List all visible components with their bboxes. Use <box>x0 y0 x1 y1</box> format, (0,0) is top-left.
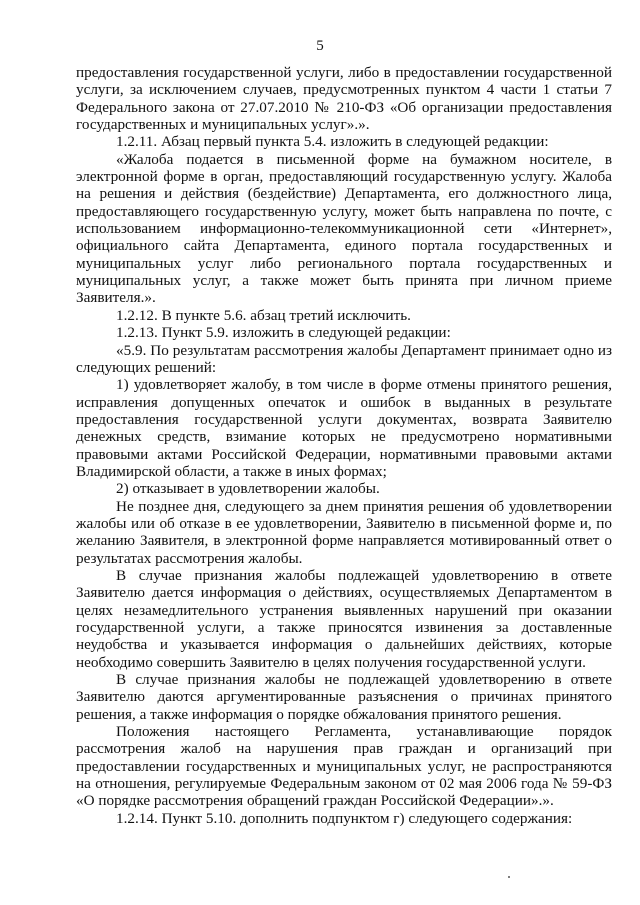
document-body <box>76 64 612 827</box>
scan-speck <box>508 876 510 878</box>
paragraph-1-2-13: 1.2.13. Пункт 5.9. изложить в следующей редакции: <box>116 324 451 342</box>
paragraph-unsatisfied-case: В случае признания жалобы не подлежащей удовлетворению в ответе Заявителю даются аргументированные разъяснения о причинах принятого решения, а также информация о порядке обжалования принятого решения. <box>76 671 612 723</box>
paragraph-5-9: «5.9. По результатам рассмотрения жалобы Департамент принимает одно из следующих решений: <box>76 341 612 376</box>
paragraph-regulation-provisions: Положения настоящего Регламента, устанавливающие порядок рассмотрения жалоб на нарушения прав граждан и организаций при предоставлении государственных и муниципальных услуг, не распространяются на отношения, регулируемые Федеральным законом от 02 мая 2006 года № 59-ФЗ «О порядке рассмотрения обращений граждан Российской Федерации».». <box>76 723 612 810</box>
paragraph-1-2-12: 1.2.12. В пункте 5.6. абзац третий исключить. <box>116 306 411 324</box>
paragraph-response-deadline: Не позднее дня, следующего за днем принятия решения об удовлетворении жалобы или об отказе в ее удовлетворении, Заявителю в письменной форме и, по желанию Заявителя, в электронной форме направляется мотивированный ответ о результатах рассмотрения жалобы. <box>76 497 612 567</box>
paragraph-complaint-text: «Жалоба подается в письменной форме на бумажном носителе, в электронной форме в орган, предоставляющий государственную услугу. Жалоба на решения и действия (бездействие) Департамента, его должностного лица, предоставляющего государственную услугу, может быть направлена по почте, с использованием информационно-телекоммуникационной сети «Интернет», официального сайта Департамента, единого портала государственных и муниципальных услуг либо регионального портала государственных и муниципальных услуг, а также может быть принята при личном приеме Заявителя.». <box>76 150 612 307</box>
paragraph-decision-1: 1) удовлетворяет жалобу, в том числе в форме отмены принятого решения, исправления допущенных опечаток и ошибок в выданных в результате предоставления государственной услуги документах, возврата Заявителю денежных средств, взимание которых не предусмотрено нормативными правовыми актами Российской Федерации, нормативными правовыми актами Владимирской области, а также в иных формах; <box>76 376 612 480</box>
paragraph-continuation: предоставления государственной услуги, либо в предоставлении государственной услуги, за исключением случаев, предусмотренных пунктом 4 части 1 статьи 7 Федерального закона от 27.07.2010 № 210-ФЗ «Об организации предоставления государственных и муниципальных услуг».». <box>76 64 612 134</box>
page-number: 5 <box>316 38 324 54</box>
paragraph-satisfied-case: В случае признания жалобы подлежащей удовлетворению в ответе Заявителю дается информация о действиях, осуществляемых Департаментом в целях незамедлительного устранения выявленных нарушений при оказании государственной услуги, а также приносятся извинения за доставленные неудобства и указывается информация о дальнейших действиях, которые необходимо совершить Заявителю в целях получения государственной услуги. <box>76 566 612 671</box>
paragraph-1-2-14: 1.2.14. Пункт 5.10. дополнить подпунктом г) следующего содержания: <box>116 809 573 827</box>
paragraph-decision-2: 2) отказывает в удовлетворении жалобы. <box>116 480 380 498</box>
paragraph-1-2-11: 1.2.11. Абзац первый пункта 5.4. изложить в следующей редакции: <box>116 133 549 151</box>
